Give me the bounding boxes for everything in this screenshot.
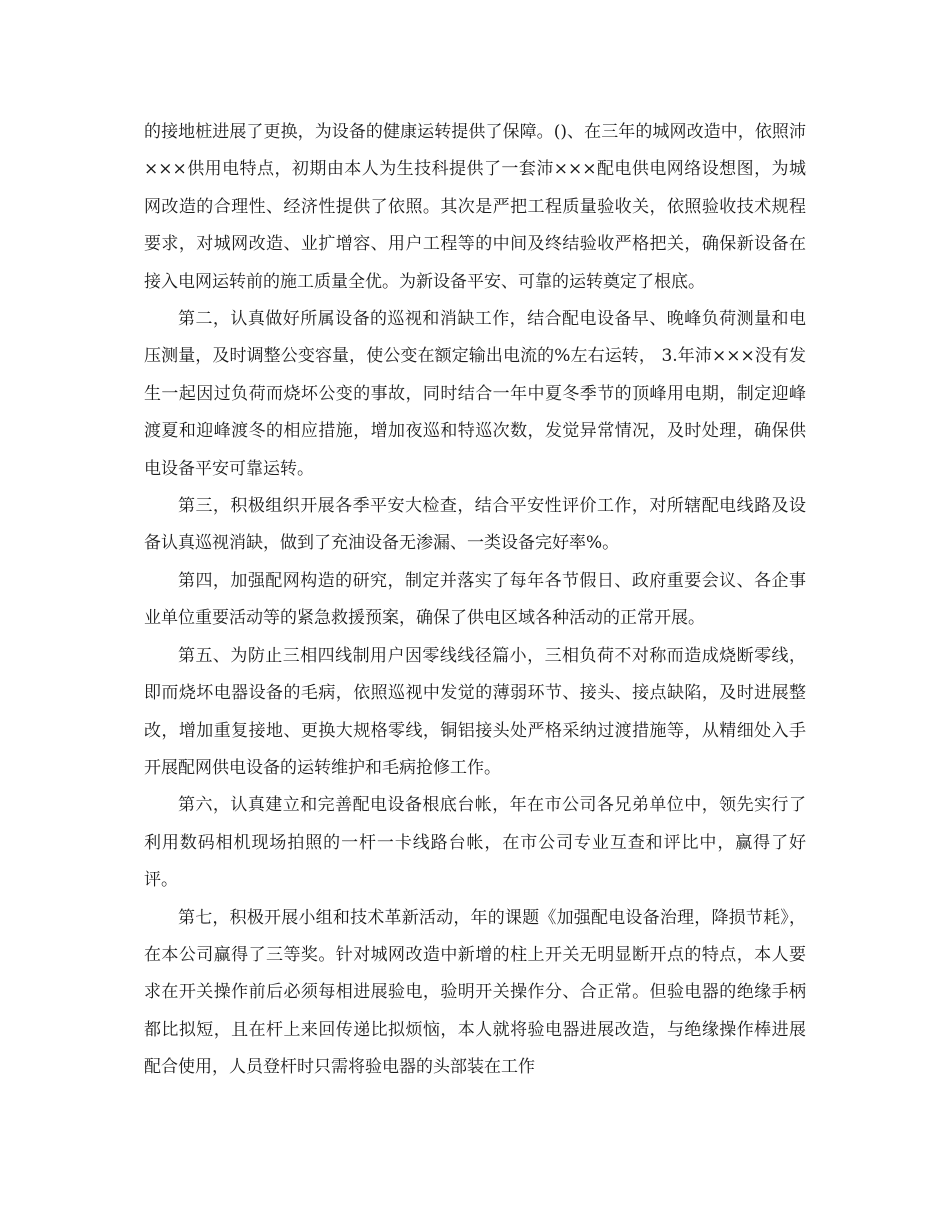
paragraph-1: 的接地桩进展了更换，为设备的健康运转提供了保障。()、在三年的城网改造中，依照沛×××供用电特点，初期由本人为生技科提供了一套沛×××配电供电网络设想图，为城网改造的合理性、经济性提供了依照。其次是严把工程质量验收关，依照验收技术规程要求，对城网改造、业扩增容、用户工程等的中间及终结验收严格把关，确保新设备在接入电网运转前的施工质量全优。为新设备平安、可靠的运转奠定了根底。 [144,122,806,292]
paragraph-6: 第六，认真建立和完善配电设备根底台帐，年在市公司各兄弟单位中，领先实行了利用数码相机现场拍照的一杆一卡线路台帐，在市公司专业互查和评比中，赢得了好评。 [144,795,806,891]
paragraph-4: 第四，加强配网构造的研究，制定并落实了每年各节假日、政府重要会议、各企事业单位重要活动等的紧急救援预案，确保了供电区域各种活动的正常开展。 [144,570,806,629]
paragraph-5: 第五、为防止三相四线制用户因零线线径篇小，三相负荷不对称而造成烧断零线，即而烧坏电器设备的毛病，依照巡视中发觉的薄弱环节、接头、接点缺陷，及时进展整改，增加重复接地、更换大规格零线，铜铝接头处严格采纳过渡措施等，从精细处入手开展配网供电设备的运转维护和毛病抢修工作。 [144,645,806,778]
document-body [144,114,806,1087]
paragraph-2: 第二，认真做好所属设备的巡视和消缺工作，结合配电设备早、晚峰负荷测量和电压测量，及时调整公变容量，使公变在额定输出电流的%左右运转， 3.年沛×××没有发生一起因过负荷而烧坏公变的事故，同时结合一年中夏冬季节的顶峰用电期，制定迎峰渡夏和迎峰渡冬的相应措施，增加夜巡和特巡次数，发觉异常情况，及时处理，确保供电设备平安可靠运转。 [144,309,806,479]
paragraph-3: 第三，积极组织开展各季平安大检查，结合平安性评价工作，对所辖配电线路及设备认真巡视消缺，做到了充油设备无渗漏、一类设备完好率%。 [144,496,806,554]
paragraph-7: 第七，积极开展小组和技术革新活动，年的课题《加强配电设备治理，降损节耗》，在本公司赢得了三等奖。针对城网改造中新增的柱上开关无明显断开点的特点，本人要求在开关操作前后必须每相进展验电，验明开关操作分、合正常。但验电器的绝缘手柄都比拟短，且在杆上来回传递比拟烦恼，本人就将验电器进展改造，与绝缘操作棒进展配合使用，人员登杆时只需将验电器的头部装在工作 [144,907,806,1078]
